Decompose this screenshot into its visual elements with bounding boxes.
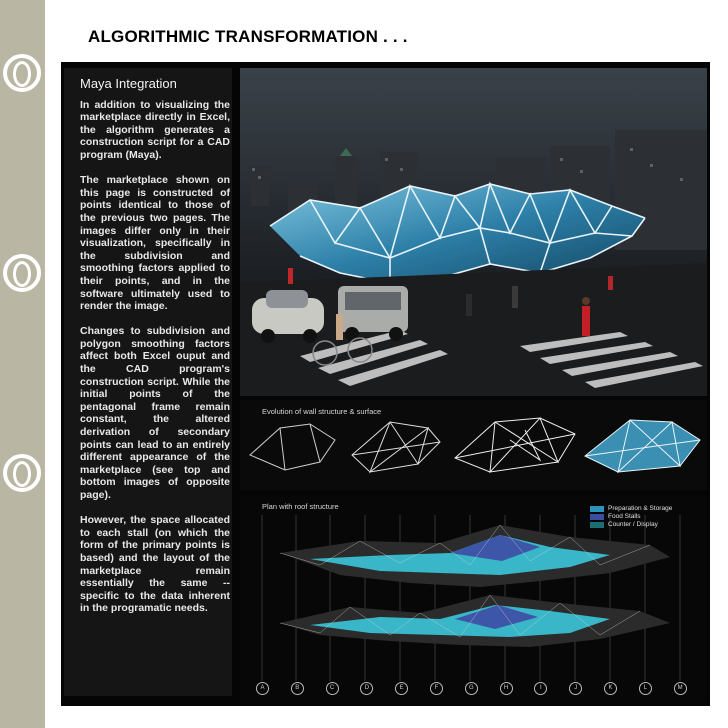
legend-label: Counter / Display bbox=[608, 521, 658, 528]
grid-label: F bbox=[430, 682, 443, 695]
grid-label: H bbox=[500, 682, 513, 695]
grid-label: J bbox=[569, 682, 582, 695]
grid-label: C bbox=[326, 682, 339, 695]
rendering-image bbox=[240, 68, 707, 396]
slide-side-strip bbox=[0, 0, 45, 728]
plan-title: Plan with roof structure bbox=[262, 502, 339, 511]
evolution-title: Evolution of wall structure & surface bbox=[262, 407, 382, 416]
board-heading: Maya Integration bbox=[80, 76, 177, 91]
legend-swatch bbox=[590, 522, 604, 528]
slide-title: ALGORITHMIC TRANSFORMATION . . . bbox=[88, 27, 408, 46]
ring-icon bbox=[3, 54, 41, 92]
paragraph: Changes to subdivision and polygon smoothing factors affect both Excel ouput and the CAD program's construction script. While the initial points of the pentagonal frame remain constant, the altered derivation of secondary points can lead to an entirely different appearance of the marketplace (see top and bottom images of opposite page). bbox=[80, 325, 230, 501]
legend-item bbox=[590, 505, 672, 513]
grid-label: B bbox=[291, 682, 304, 695]
grid-label: A bbox=[256, 682, 269, 695]
text-column-content bbox=[80, 78, 230, 628]
legend-label: Food Stalls bbox=[608, 513, 641, 520]
grid-label: D bbox=[360, 682, 373, 695]
legend-swatch bbox=[590, 514, 604, 520]
legend-swatch bbox=[590, 506, 604, 512]
grid-label: K bbox=[604, 682, 617, 695]
grid-label: G bbox=[465, 682, 478, 695]
plan-legend bbox=[590, 505, 672, 529]
grid-label: E bbox=[395, 682, 408, 695]
grid-label: I bbox=[534, 682, 547, 695]
grid-label: M bbox=[674, 682, 687, 695]
legend-label: Preparation & Storage bbox=[608, 505, 673, 512]
grid-label: L bbox=[639, 682, 652, 695]
paragraph: The marketplace shown on this page is constructed of points identical to those of the previous two pages. The images differ only in their visualization, specifically in the subdivision and smoothing factors applied to their points, and in the software ultimately used to render the image. bbox=[80, 174, 230, 313]
legend-item bbox=[590, 521, 672, 529]
ring-icon bbox=[3, 254, 41, 292]
legend-item bbox=[590, 513, 672, 521]
paragraph: However, the space allocated to each stall (on which the form of the primary points is based) and the layout of the marketplace remain essentially the same -- specific to the data inherent in the programatic needs. bbox=[80, 514, 230, 615]
ring-icon bbox=[3, 454, 41, 492]
paragraph: In addition to visualizing the marketplace directly in Excel, the algorithm generates a construction script for a CAD program (Maya). bbox=[80, 98, 230, 161]
